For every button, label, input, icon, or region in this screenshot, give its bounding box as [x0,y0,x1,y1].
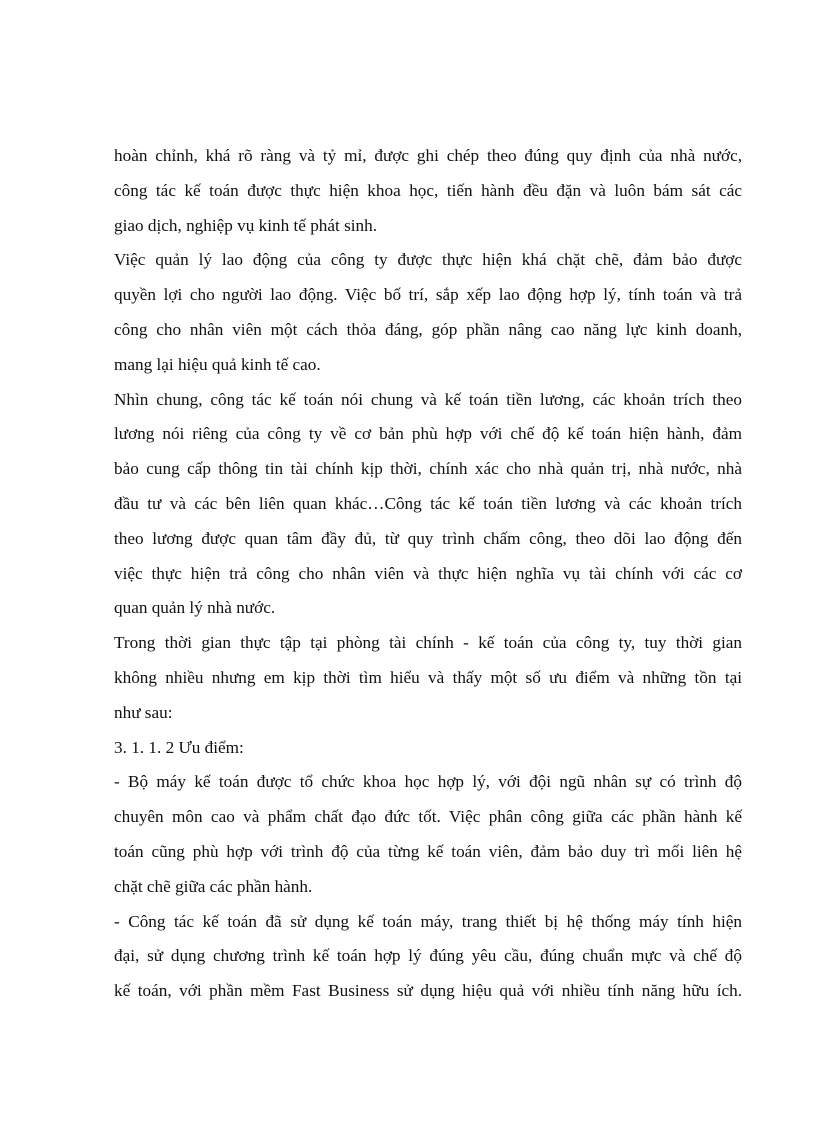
text-line: đầu tư và các bên liên quan khác…Công tác kế toán tiền lương và các khoản trích [114,493,742,513]
text-line: Việc quản lý lao động của công ty được thực hiện khá chặt chẽ, đảm bảo được [114,250,742,270]
text-line: công tác kế toán được thực hiện khoa học, tiến hành đều đặn và luôn bám sát các [114,180,742,200]
section-heading: 3. 1. 1. 2 Ưu điểm: [114,737,244,757]
text-line: hoàn chỉnh, khá rõ ràng và tỷ mỉ, được ghi chép theo đúng quy định của nhà nước, [114,146,742,165]
text-line: không nhiều nhưng em kịp thời tìm hiểu và thấy một số ưu điểm và những tồn tại [114,667,742,687]
text-line: việc thực hiện trả công cho nhân viên và thực hiện nghĩa vụ tài chính với các cơ [114,563,742,583]
text-line: chuyên môn cao và phẩm chất đạo đức tốt. Việc phân công giữa các phần hành kế [114,807,742,827]
document-page [114,139,742,1009]
text-line: quan quản lý nhà nước. [114,598,276,618]
text-line: quyền lợi cho người lao động. Việc bố trí, sắp xếp lao động hợp lý, tính toán và trả [114,285,742,305]
text-line: như sau: [114,702,173,722]
text-line: - Bộ máy kế toán được tổ chức khoa học hợp lý, với đội ngũ nhân sự có trình độ [114,772,742,792]
text-line: giao dịch, nghiệp vụ kinh tế phát sinh. [114,215,378,235]
text-line: mang lại hiệu quả kinh tế cao. [114,354,321,374]
text-line: bảo cung cấp thông tin tài chính kịp thời, chính xác cho nhà quản trị, nhà nước, nhà [114,459,742,479]
text-line: công cho nhân viên một cách thỏa đáng, góp phần nâng cao năng lực kinh doanh, [114,319,742,339]
text-line: theo lương được quan tâm đầy đủ, từ quy trình chấm công, theo dõi lao động đến [114,528,742,548]
text-line: chặt chẽ giữa các phần hành. [114,876,313,896]
text-line: đại, sử dụng chương trình kế toán hợp lý đúng yêu cầu, đúng chuẩn mực và chế độ [114,946,742,966]
text-line: kế toán, với phần mềm Fast Business sử dụng hiệu quả với nhiều tính năng hữu ích. [114,981,742,1001]
text-line: Trong thời gian thực tập tại phòng tài chính - kế toán của công ty, tuy thời gian [114,633,742,653]
text-line: lương nói riêng của công ty về cơ bản phù hợp với chế độ kế toán hiện hành, đảm [114,424,742,444]
text-line: - Công tác kế toán đã sử dụng kế toán máy, trang thiết bị hệ thống máy tính hiện [114,911,742,931]
text-line: toán cũng phù hợp với trình độ của từng kế toán viên, đảm bảo duy trì mối liên hệ [114,841,742,861]
text-line: Nhìn chung, công tác kế toán nói chung và kế toán tiền lương, các khoản trích theo [114,389,742,409]
